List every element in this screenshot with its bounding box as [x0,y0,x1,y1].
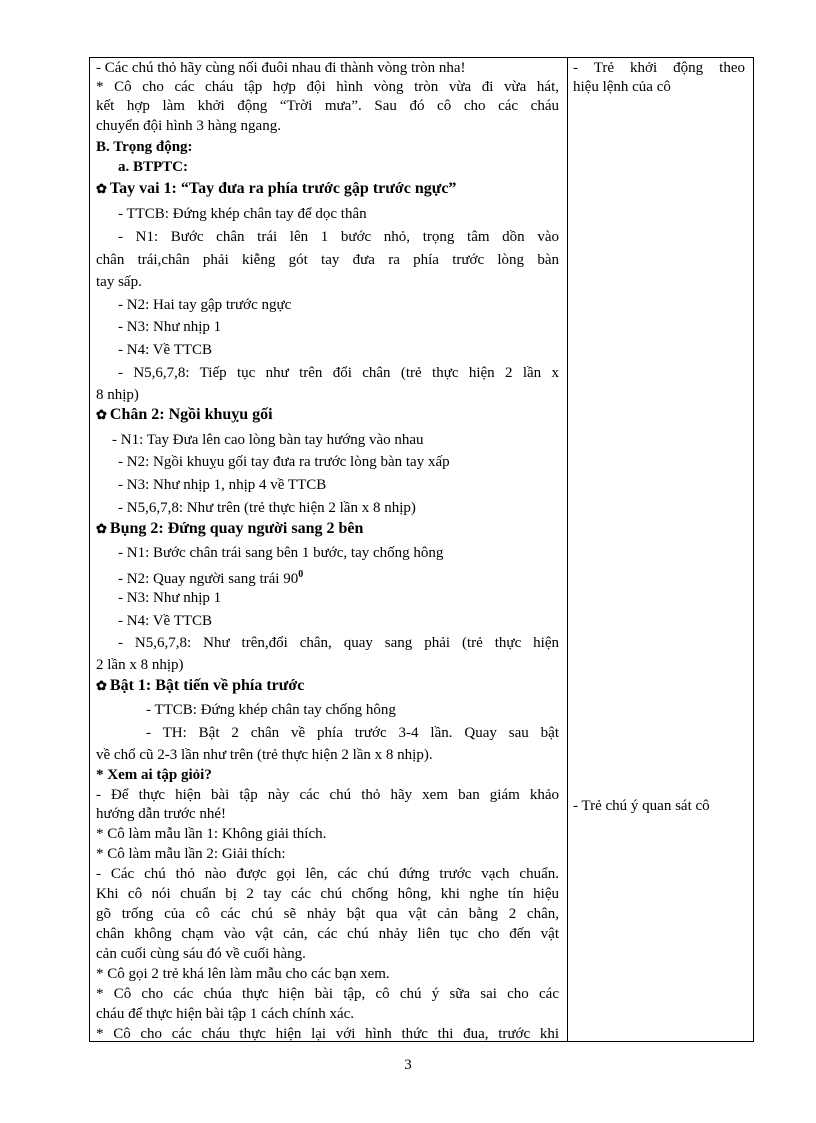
child-activity-line: - Trẻ chú ý quan sát cô [573,798,710,814]
instruction-line: hướng dẫn trước nhé! [96,806,227,822]
intro-line: chuyển đội hình 3 hàng ngang. [96,118,281,134]
instruction-line: * Cô cho các cháu thực hiện lại với hình thức thi đua, trước khi [96,1026,559,1042]
instruction-line: * Cô gọi 2 trẻ khá lên làm mẫu cho các bạn xem. [96,966,390,982]
step-line: - N5,6,7,8: Tiếp tục như trên đổi chân (trẻ thực hiện 2 lần x [118,365,559,381]
step-line: - N4: Về TTCB [118,613,213,629]
step-line: - N3: Như nhịp 1, nhịp 4 về TTCB [118,477,327,493]
step-line: - TH: Bật 2 chân về phía trước 3-4 lần. Quay sau bật [146,725,559,741]
step-line: tay sấp. [96,274,142,290]
step-line: - N2: Ngồi khuỵu gối tay đưa ra trước lòng bàn tay xấp [118,454,450,470]
step-line: - N3: Như nhịp 1 [118,319,222,335]
intro-line: * Cô cho các cháu tập hợp đội hình vòng tròn vừa đi vừa hát, [96,79,559,95]
instruction-line: * Cô cho các chúa thực hiện bài tập, cô chú ý sữa sai cho các [96,986,559,1002]
instruction-line: * Cô làm mẫu lần 1: Không giải thích. [96,826,327,842]
exercise-heading: ✿ Chân 2: Ngồi khuỵu gối [96,406,273,423]
step-line: chân trái,chân phải kiễng gót tay đưa ra phía trước lòng bàn [96,252,559,268]
step-line: - N1: Bước chân trái sang bên 1 bước, tay chống hông [118,545,444,561]
step-line: - N2: Quay người sang trái $90^0$ [118,569,304,587]
child-activity-line: hiệu lệnh của cô [573,79,671,95]
flower-bullet-icon: ✿ [96,521,107,536]
step-line: về chổ cũ 2-3 lần như trên (trẻ thực hiện 2 lần x 8 nhịp). [96,747,433,763]
step-line: - N3: Như nhịp 1 [118,590,222,606]
exercise-heading: ✿ Bật 1: Bật tiến về phía trước [96,677,305,694]
instruction-line: cản cuối cùng sáu đó về cuối hàng. [96,946,306,962]
instruction-line: chân không chạm vào vật cản, các chú nhảy liên tục cho đến vật [96,926,559,942]
column-divider [567,57,568,1042]
instruction-line: cháu để thực hiện bài tập 1 cách chính xác. [96,1006,355,1022]
step-line: - N5,6,7,8: Như trên,đổi chân, quay sang phải (trẻ thực hiện [118,635,559,651]
instruction-line: - Để thực hiện bài tập này các chú thỏ hãy xem ban giám khảo [96,787,559,803]
intro-line: kết hợp làm khởi động “Trời mưa”. Sau đó cô cho các cháu [96,98,559,114]
step-line: - N2: Hai tay gập trước ngực [118,297,292,313]
instruction-line: - Các chú thỏ nào được gọi lên, các chú đứng trước vạch chuẩn. [96,866,559,882]
step-line: - N1: Tay Đưa lên cao lòng bàn tay hướng vào nhau [112,432,424,448]
step-line: - TTCB: Đứng khép chân tay chống hông [146,702,396,718]
step-line: 2 lần x 8 nhịp) [96,657,184,673]
step-line: - TTCB: Đứng khép chân tay để dọc thân [118,206,367,222]
subsection-heading: a. BTPTC: [118,159,189,175]
step-line: 8 nhịp) [96,387,139,403]
exercise-heading: ✿ Bụng 2: Đứng quay người sang 2 bên [96,520,364,537]
flower-bullet-icon: ✿ [96,407,107,422]
instruction-line: Khi cô nói chuẩn bị 2 tay các chú chống hông, khi nghe tín hiệu [96,886,559,902]
instruction-line: * Cô làm mẫu lần 2: Giải thích: [96,846,286,862]
section-heading: B. Trọng động: [96,139,193,155]
step-line: - N5,6,7,8: Như trên (trẻ thực hiện 2 lần x 8 nhịp) [118,500,416,516]
step-line: - N1: Bước chân trái lên 1 bước nhỏ, trọng tâm dồn vào [118,229,559,245]
intro-line: - Các chú thỏ hãy cùng nối đuôi nhau đi thành vòng tròn nha! [96,60,466,76]
instruction-line: gõ trống của cô các chú sẽ nhảy bật qua vật cản bằng 2 chân, [96,906,559,922]
child-activity-line: - Trẻ khởi động theo [573,60,745,76]
exercise-heading: ✿ Tay vai 1: “Tay đưa ra phía trước gập trước ngực” [96,180,457,197]
page-number: 3 [404,1057,412,1073]
flower-bullet-icon: ✿ [96,678,107,693]
step-line: - N4: Về TTCB [118,342,213,358]
flower-bullet-icon: ✿ [96,181,107,196]
game-heading: * Xem ai tập giỏi? [96,767,212,783]
